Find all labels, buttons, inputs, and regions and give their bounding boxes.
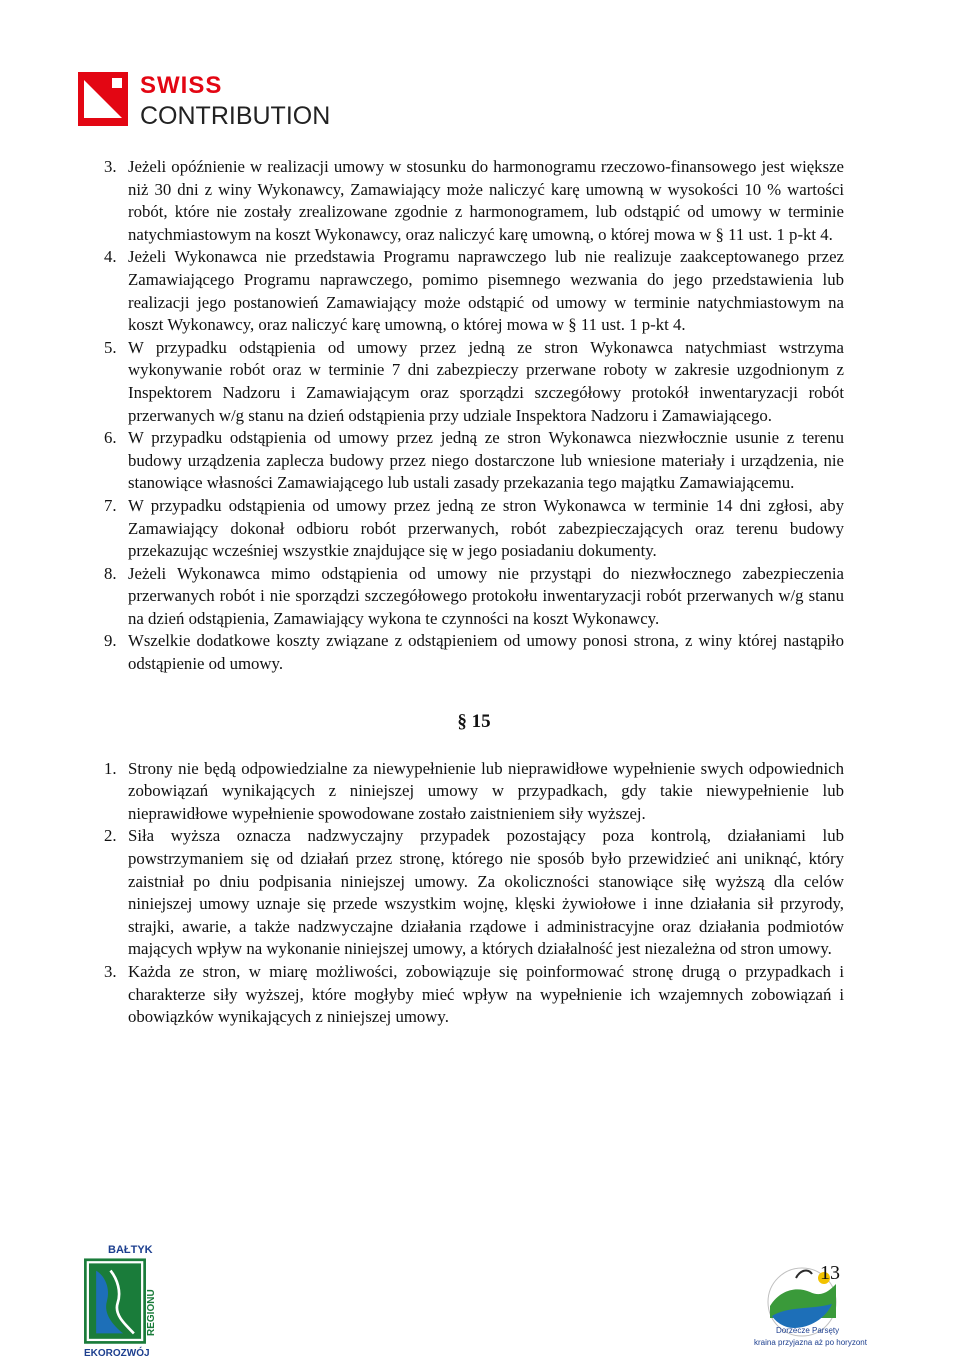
- dorzecze-parsety-logo: [738, 1260, 868, 1360]
- item-text: Jeżeli Wykonawca mimo odstąpienia od umowy nie przystąpi do niezwłocznego zabezpieczenia przerwanych robót i nie sporządzi szczegółowego protokołu inwentaryzacji robót przerwanych w/g stanu na dzień odstąpienia, Zamawiający wykona te czynności na koszt Wykonawcy.: [128, 563, 844, 628]
- list-item: [104, 495, 844, 563]
- section-14-list: [104, 156, 844, 676]
- item-text: Siła wyższa oznacza nadzwyczajny przypadek pozostający poza kontrolą, działaniami lub powstrzymaniem się od działań przez stronę, którego nie sposób było przewidzieć ani uniknąć, który zaistniał po dniu podpisania niniejszej umowy. Za okoliczności stanowiące siłę wyższą dla celów niniejszej umowy uznaje się przede wszystkim wojnę, klęski żywiołowe i inne działania sił przyrody, strajki, awarie, a także nadzwyczajne działania rządowe i administracyjne oraz działania podmiotów mających wpływ na wykonanie niniejszej umowy, a których działalność jest niezależna od stron umowy.: [128, 826, 844, 959]
- item-number: 2.: [104, 826, 117, 846]
- document-body: [104, 156, 844, 1029]
- item-text: Jeżeli opóźnienie w realizacji umowy w stosunku do harmonogramu rzeczowo-finansowego jest większe niż 30 dni z winy Wykonawcy, Zamawiający może naliczyć karę umowną w wysokości 10 % wartości robót, które nie zostały zrealizowane zgodnie z harmonogramem, lub odstąpić od umowy w terminie natychmiastowym na koszt Wykonawcy, oraz naliczyć karę umowną, o której mowa w § 11 ust. 1 p-kt 4.: [128, 157, 844, 244]
- item-number: 6.: [104, 428, 117, 448]
- page-number: 13: [820, 1262, 840, 1284]
- logo-text-side: REGIONU: [146, 1289, 157, 1336]
- list-item: [104, 337, 844, 427]
- list-item: [104, 825, 844, 961]
- list-item: [104, 630, 844, 675]
- logo-text-top: BAŁTYK: [108, 1244, 153, 1256]
- item-text: W przypadku odstąpienia od umowy przez jedną ze stron Wykonawca natychmiast wstrzyma wykonywanie robót oraz w terminie 7 dni zabezpieczy przerwane roboty w zakresie uzgodnionym z Inspektorem Nadzoru i Zamawiającym oraz sporządzi szczegółowy protokół inwentaryzacji robót przerwanych w/g stanu na dzień odstąpienia przy udziale Inspektora Nadzoru i Zamawiającego.: [128, 337, 844, 425]
- logo-text-line1: Dorzecze Parsęty: [776, 1326, 840, 1335]
- list-item: [104, 961, 844, 1029]
- item-text: Każda ze stron, w miarę możliwości, zobowiązuje się poinformować stronę drugą o przypadkach i charakterze siły wyższej, które mogłyby mieć wpływ na wypełnienie ich wzajemnych zobowiązań i obowiązków wynikających z niniejszej umowy.: [128, 962, 844, 1027]
- baltyk-ekorozwoj-logo: [80, 1244, 176, 1362]
- list-item: [104, 427, 844, 495]
- swiss-logo-icon: [78, 72, 128, 126]
- list-item: [104, 758, 844, 826]
- logo-text-bottom: EKOROZWÓJ: [84, 1348, 150, 1359]
- item-number: 4.: [104, 247, 117, 267]
- item-number: 7.: [104, 495, 117, 515]
- item-number: 8.: [104, 563, 117, 583]
- baltyk-emblem-icon: [80, 1258, 150, 1346]
- list-item: [104, 246, 844, 336]
- item-text: Jeżeli Wykonawca nie przedstawia Programu naprawczego lub nie realizuje zaakceptowanego przez Zamawiającego Programu naprawczego, pomimo pisemnego wezwania do jego przedstawienia lub realizacji jego postanowień Zamawiający może odstąpić od umowy w terminie natychmiastowym na koszt Wykonawcy, oraz naliczyć karę umowną, o której mowa w § 11 ust. 1 p-kt 4.: [128, 247, 844, 335]
- item-text: W przypadku odstąpienia od umowy przez jedną ze stron Wykonawca w terminie 14 dni zgłosi, aby Zamawiający dokonał odbioru robót przerwanych, robót zabezpieczających oraz terenu budowy przekazując wcześniej wszystkie znajdujące się w jego posiadaniu dokumenty.: [128, 495, 844, 561]
- logo-line-swiss: SWISS: [140, 72, 223, 99]
- item-text: Wszelkie dodatkowe koszty związane z odstąpieniem od umowy ponosi strona, z winy której nastąpiło odstąpienie od umowy.: [128, 631, 844, 674]
- swiss-contribution-logo: [78, 72, 338, 132]
- item-text: W przypadku odstąpienia od umowy przez jedną ze stron Wykonawca niezwłocznie usunie z terenu budowy urządzenia zaplecza budowy przez niego dostarczone lub wniesione materiały i urządzenia, nie stanowiące własności Zamawiającego lub ustali zasady przekazania tego majątku Zamawiającemu.: [128, 428, 844, 493]
- item-number: 9.: [104, 631, 117, 651]
- item-number: 3.: [104, 962, 117, 981]
- item-text: Strony nie będą odpowiedzialne za niewypełnienie lub nieprawidłowe wypełnienie swych odpowiednich zobowiązań wynikających z niniejszej umowy w przypadkach, gdy takie niewypełnienie lub nieprawidłowe wypełnienie spowodowane zostało zaistnieniem siły wyższej.: [128, 758, 844, 823]
- item-number: 5.: [104, 337, 117, 357]
- list-item: [104, 156, 844, 246]
- section-15-list: [104, 758, 844, 1029]
- item-number: 1.: [104, 758, 117, 778]
- section-heading: § 15: [457, 710, 491, 732]
- logo-text-line2: kraina przyjazna aż po horyzont: [754, 1338, 867, 1347]
- logo-line-contribution: CONTRIBUTION: [140, 102, 331, 130]
- item-number: 3.: [104, 157, 117, 176]
- list-item: [104, 563, 844, 631]
